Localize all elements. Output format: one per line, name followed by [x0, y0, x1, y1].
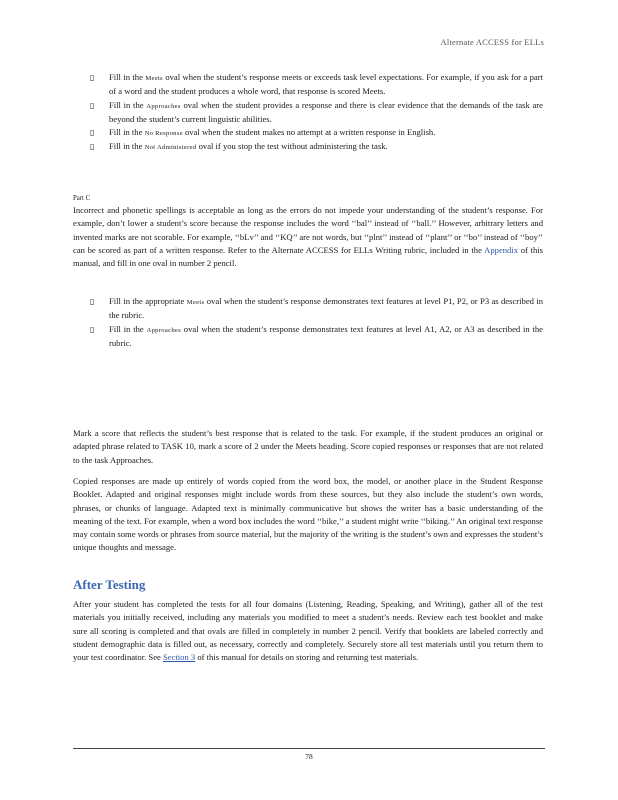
bullet-text: oval when the student’s response demonstrates text features at level A1, A2, or A3 as described in the rubric. — [109, 323, 543, 348]
section-3-link[interactable]: Section 3 — [162, 652, 196, 663]
part-c-label: Part C — [73, 195, 91, 202]
bullet-text: Fill in the — [109, 323, 147, 334]
bullet-text: oval when the student’s response demonstrates text features at level P1, P2, or P3 as described in the rubric. — [109, 296, 543, 321]
part-c-section — [73, 194, 543, 270]
bullet-text: oval if you stop the test without administering the task. — [196, 141, 388, 152]
after-testing-paragraph — [73, 598, 543, 664]
oval-term: Meets — [145, 75, 163, 82]
bullet-text: Fill in the — [109, 127, 145, 138]
bullet-item — [73, 140, 543, 154]
copied-responses-section — [73, 475, 543, 555]
oval-term: Approaches — [146, 102, 181, 110]
part-c-text-end: of this manual, and fill in one oval in number 2 pencil. — [73, 244, 544, 269]
running-head: Alternate ACCESS for ELLs — [440, 37, 544, 47]
scoring-bullets-mid — [73, 295, 543, 350]
bullet-item — [73, 99, 543, 127]
square-bullet-icon: ▯ — [90, 100, 95, 110]
appendix-link[interactable]: Appendix — [484, 244, 519, 255]
bullet-text: Fill in the — [109, 141, 145, 152]
part-c-text: Incorrect and phonetic spellings is acceptable as long as the errors do not impede your understanding of the student’s response. For example, don’t lower a student’s score because the response includes the word ‘‘bal’’ instead of ‘‘ball.’’ However, arbitrary letters and invented marks are not scorable. For example, ‘‘bLv’’ and ‘‘KQ’’ are not words, but ‘‘plnt’’ instead of ‘‘plant’’ or ‘‘bo’’ instead of ‘‘boy’’ can be scored as part of a written response. Refer to the Alternate ACCESS for ELLs Writing rubric, included in the — [73, 205, 543, 255]
bullet-item — [73, 126, 543, 140]
bullet-text: oval when the student provides a response and there is clear evidence that the demands of the task are beyond the student’s current linguistic abilities. — [109, 99, 543, 124]
mark-score-paragraph: Mark a score that reflects the student’s best response that is related to the task. For example, if the student produces an original or adapted phrase related to TASK 10, mark a score of 2 under the Meets heading. Score copied responses or responses that are not related to the task Approaches. — [73, 428, 543, 465]
bullet-item — [73, 323, 543, 351]
square-bullet-icon: ▯ — [90, 73, 95, 82]
mark-score-section — [73, 427, 543, 467]
scoring-bullets-top — [73, 71, 543, 155]
bullet-text: Fill in the — [109, 99, 147, 110]
after-testing-text: After your student has completed the tests for all four domains (Listening, Reading, Speaking, and Writing), gather all of the test materials you initially received, including any materials you modified to meet a student’s needs. Review each test booklet and make sure all scoring is completed and that ovals are filled in completely in number 2 pencil. Verify that booklets are labeled correctly and student demographic data is filled out, as necessary, correctly and completely. Securely store all test materials until you return them to your test coordinator. See — [73, 599, 543, 663]
bullet-list — [73, 71, 543, 155]
footer-rule — [73, 748, 545, 749]
bullet-text: Fill in the appropriate — [109, 296, 187, 306]
bullet-item — [73, 71, 543, 99]
square-bullet-icon: ▯ — [90, 324, 95, 334]
after-testing-text-end: of this manual for details on storing and returning test materials. — [195, 652, 419, 663]
square-bullet-icon: ▯ — [90, 142, 95, 152]
bullet-item — [73, 295, 543, 323]
oval-term: Meets — [186, 299, 205, 306]
bullet-text: oval when the student makes no attempt at a written response in English. — [182, 127, 436, 138]
square-bullet-icon: ▯ — [90, 128, 95, 138]
bullet-list — [73, 295, 543, 350]
after-testing-section — [73, 577, 543, 664]
square-bullet-icon: ▯ — [90, 297, 95, 306]
bullet-text: oval when the student’s response meets or exceeds task level expectations. For example, if you ask for a part of a word and the student produces a whole word, that response is scored Meets. — [109, 72, 543, 97]
part-c-paragraph — [73, 204, 543, 270]
section-heading: After Testing — [73, 577, 146, 592]
bullet-text: Fill in the — [109, 72, 146, 82]
oval-term: Not Administered — [144, 144, 197, 152]
page-number: 78 — [305, 752, 313, 761]
oval-term: Approaches — [146, 326, 182, 334]
copied-responses-paragraph: Copied responses are made up entirely of words copied from the word box, the model, or another place in the Student Response Booklet. Adapted and original responses might include words from these sources, but they also include the student’s own words, phrases, or chunks of language. Adapted text is minimally communicative but shows the writer has a basic understanding of the meaning of the text. For example, when a word box includes the word ‘‘bike,’’ a student might write ‘‘biking.’’ An original text response may contain some words or phrases from source material, but the majority of the writing is the student’s own and expresses the student’s unique thoughts and message. — [73, 476, 543, 553]
oval-term: No Response — [144, 130, 183, 138]
